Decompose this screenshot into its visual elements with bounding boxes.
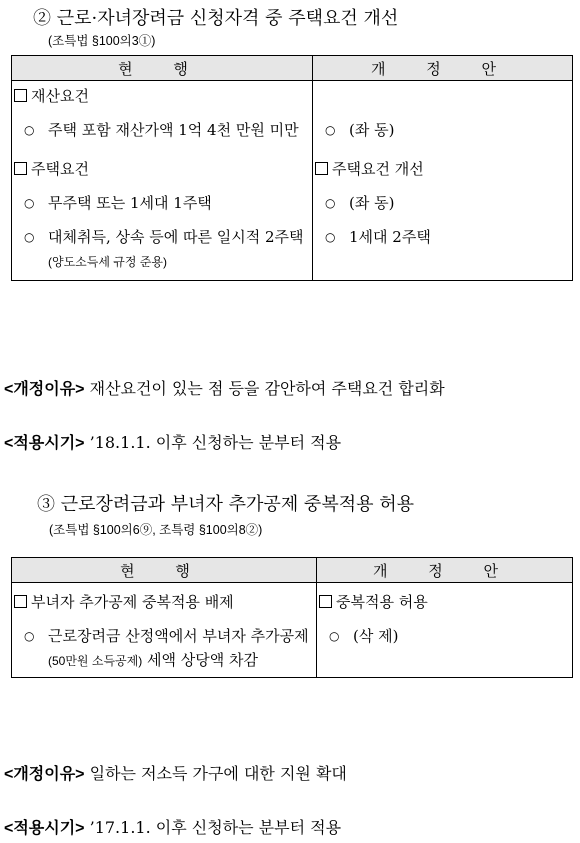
circle-bullet-icon: ○: [325, 230, 336, 244]
reason-label: <개정이유>: [4, 381, 85, 398]
table-header-current: 현 행: [12, 558, 317, 583]
section2-table: [11, 55, 573, 281]
table-row: [12, 185, 573, 219]
table-row: [12, 583, 573, 619]
cell-text: 재산요건: [31, 87, 89, 105]
section3-subtitle: (조특법 §100의6⑨, 조특령 §100의8②): [49, 523, 263, 537]
cell-text: 대체취득, 상속 등에 따른 일시적 2주택: [48, 228, 304, 246]
cell-text: 주택요건: [31, 160, 89, 178]
checkbox-square-icon: [14, 162, 27, 175]
cell-text: 근로장려금 산정액에서 부녀자 추가공제: [48, 627, 309, 645]
section3-table: [11, 557, 573, 678]
table-row: [12, 112, 573, 146]
section2-subtitle: (조특법 §100의3①): [48, 34, 156, 48]
cell-text: (좌 동): [349, 121, 395, 139]
reason-text: 일하는 저소득 가구에 대한 지원 확대: [89, 764, 347, 783]
cell-text: (좌 동): [349, 194, 395, 212]
checkbox-square-icon: [14, 595, 27, 608]
cell-text: 중복적용 허용: [336, 593, 428, 611]
reason-label: <개정이유>: [4, 766, 85, 783]
circle-bullet-icon: ○: [325, 123, 336, 137]
table-row: [12, 618, 573, 678]
circle-bullet-icon: ○: [24, 123, 35, 137]
section2-title: ② 근로·자녀장려금 신청자격 중 주택요건 개선: [33, 8, 399, 29]
section3-title: ③ 근로장려금과 부녀자 추가공제 중복적용 허용: [37, 494, 414, 515]
cell-note: (양도소득세 규정 준용): [48, 255, 167, 269]
circle-bullet-icon: ○: [24, 196, 35, 210]
apply-label: <적용시기>: [4, 435, 85, 452]
apply-text: ’17.1.1. 이후 신청하는 분부터 적용: [89, 818, 342, 837]
table-row: [12, 146, 573, 185]
checkbox-square-icon: [14, 89, 27, 102]
apply-label: <적용시기>: [4, 820, 85, 837]
checkbox-square-icon: [319, 595, 332, 608]
table-row: [12, 81, 573, 113]
cell-text: 1세대 2주택: [349, 228, 431, 246]
cell-text: 부녀자 추가공제 중복적용 배제: [31, 593, 234, 611]
section2-apply: [4, 430, 341, 453]
table-header-proposed: 개 정 안: [317, 558, 573, 583]
circle-bullet-icon: ○: [325, 196, 336, 210]
apply-text: ’18.1.1. 이후 신청하는 분부터 적용: [89, 433, 342, 452]
checkbox-square-icon: [315, 162, 328, 175]
cell-text: 주택 포함 재산가액 1억 4천 만원 미만: [48, 121, 299, 139]
table-row: [12, 219, 573, 281]
cell-text: 주택요건 개선: [332, 160, 424, 178]
cell-text: (삭 제): [353, 627, 399, 645]
cell-note: (50만원 소득공제): [48, 654, 143, 668]
circle-bullet-icon: ○: [24, 230, 35, 244]
cell-text: 세액 상당액 차감: [142, 651, 258, 669]
circle-bullet-icon: ○: [329, 629, 340, 643]
circle-bullet-icon: ○: [24, 629, 35, 643]
section3-apply: [4, 815, 341, 838]
cell-text: 무주택 또는 1세대 1주택: [48, 194, 212, 212]
section2-reason: [4, 376, 445, 399]
table-header-proposed: 개 정 안: [313, 56, 573, 81]
table-header-current: 현 행: [12, 56, 313, 81]
reason-text: 재산요건이 있는 점 등을 감안하여 주택요건 합리화: [89, 379, 445, 398]
section3-reason: [4, 761, 347, 784]
